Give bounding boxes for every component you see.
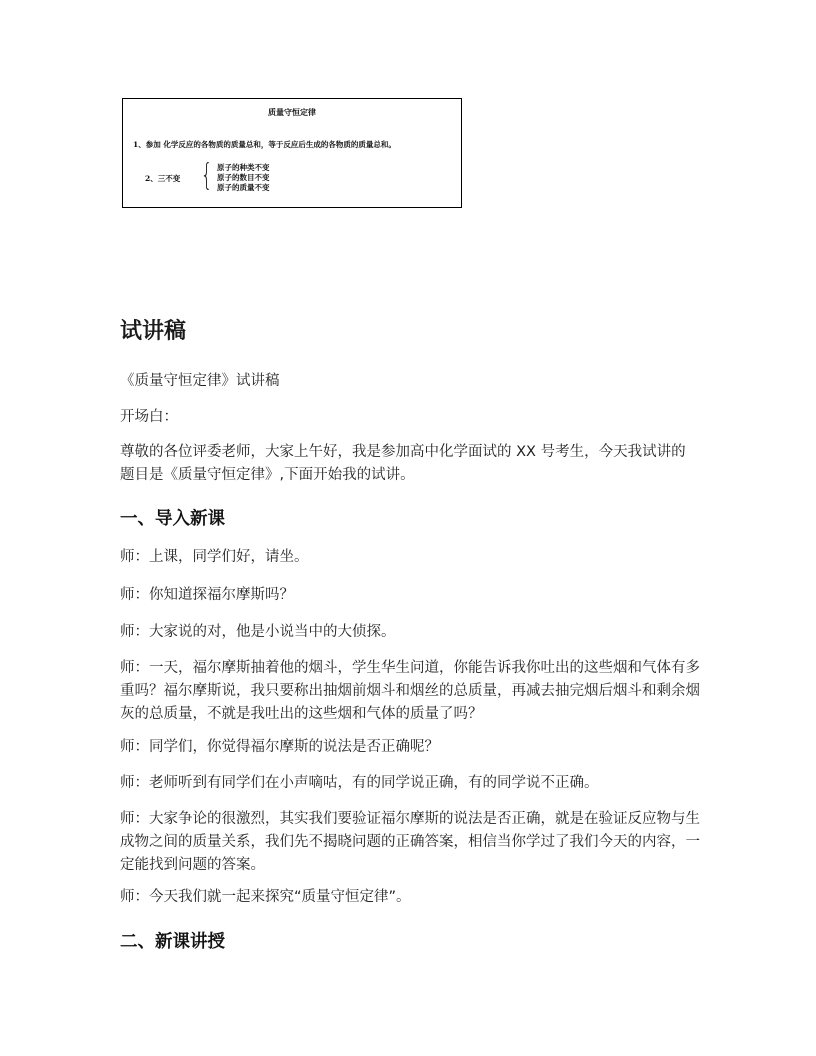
summary-title: 质量守恒定律: [268, 107, 316, 117]
brace-item: 原子的数目不变: [217, 173, 270, 182]
dialogue-paragraph: 师：老师听到有同学们在小声嘀咕，有的同学说正确，有的同学说不正确。: [120, 775, 599, 791]
document-title: 试讲稿: [120, 319, 187, 344]
brace-item: 原子的质量不变: [217, 183, 270, 192]
dialogue-paragraph: 师：大家争论的很激烈，其实我们要验证福尔摩斯的说法是否正确，就是在验证反应物与生成物之间的质量关系，我们先不揭晓问题的正确答案，相信当你学过了我们今天的内容，一定能找到问题的答案。: [120, 811, 700, 873]
brace-item: 原子的种类不变: [217, 163, 270, 172]
summary-three-unchanged-label: 2、三不变: [145, 174, 181, 183]
opening-label: 开场白：: [120, 409, 178, 425]
summary-law-statement: 1、参加 化学反应的各物质的质量总和，等于反应后生成的各物质的质量总和。: [133, 140, 396, 149]
dialogue-paragraph: 师：上课，同学们好，请坐。: [120, 549, 309, 565]
brace-item-list: [217, 163, 270, 193]
dialogue-paragraph: 师：一天，福尔摩斯抽着他的烟斗，学生华生问道，你能告诉我你吐出的这些烟和气体有多重吗？福尔摩斯说，我只要称出抽烟前烟斗和烟丝的总质量，再减去抽完烟后烟斗和剩余烟灰的总质量，不就是我吐出的这些烟和气体的质量了吗？: [120, 660, 700, 722]
section-heading-new-lesson: 二、新课讲授: [120, 932, 225, 952]
document-subtitle: 《质量守恒定律》试讲稿: [120, 373, 280, 389]
curly-brace: {: [200, 158, 213, 193]
dialogue-paragraph: 师：今天我们就一起来探究“质量守恒定律”。: [120, 889, 411, 905]
opening-paragraph: 尊敬的各位评委老师，大家上午好，我是参加高中化学面试的 XX 号考生，今天我试讲的题目是《质量守恒定律》,下面开始我的试讲。: [120, 444, 686, 483]
dialogue-paragraph: 师：大家说的对，他是小说当中的大侦探。: [120, 624, 396, 640]
dialogue-paragraph: 师：你知道探福尔摩斯吗？: [120, 587, 294, 603]
dialogue-paragraph: 师：同学们，你觉得福尔摩斯的说法是否正确呢？: [120, 739, 439, 755]
section-heading-intro: 一、导入新课: [120, 509, 225, 529]
summary-figure: [122, 98, 462, 208]
